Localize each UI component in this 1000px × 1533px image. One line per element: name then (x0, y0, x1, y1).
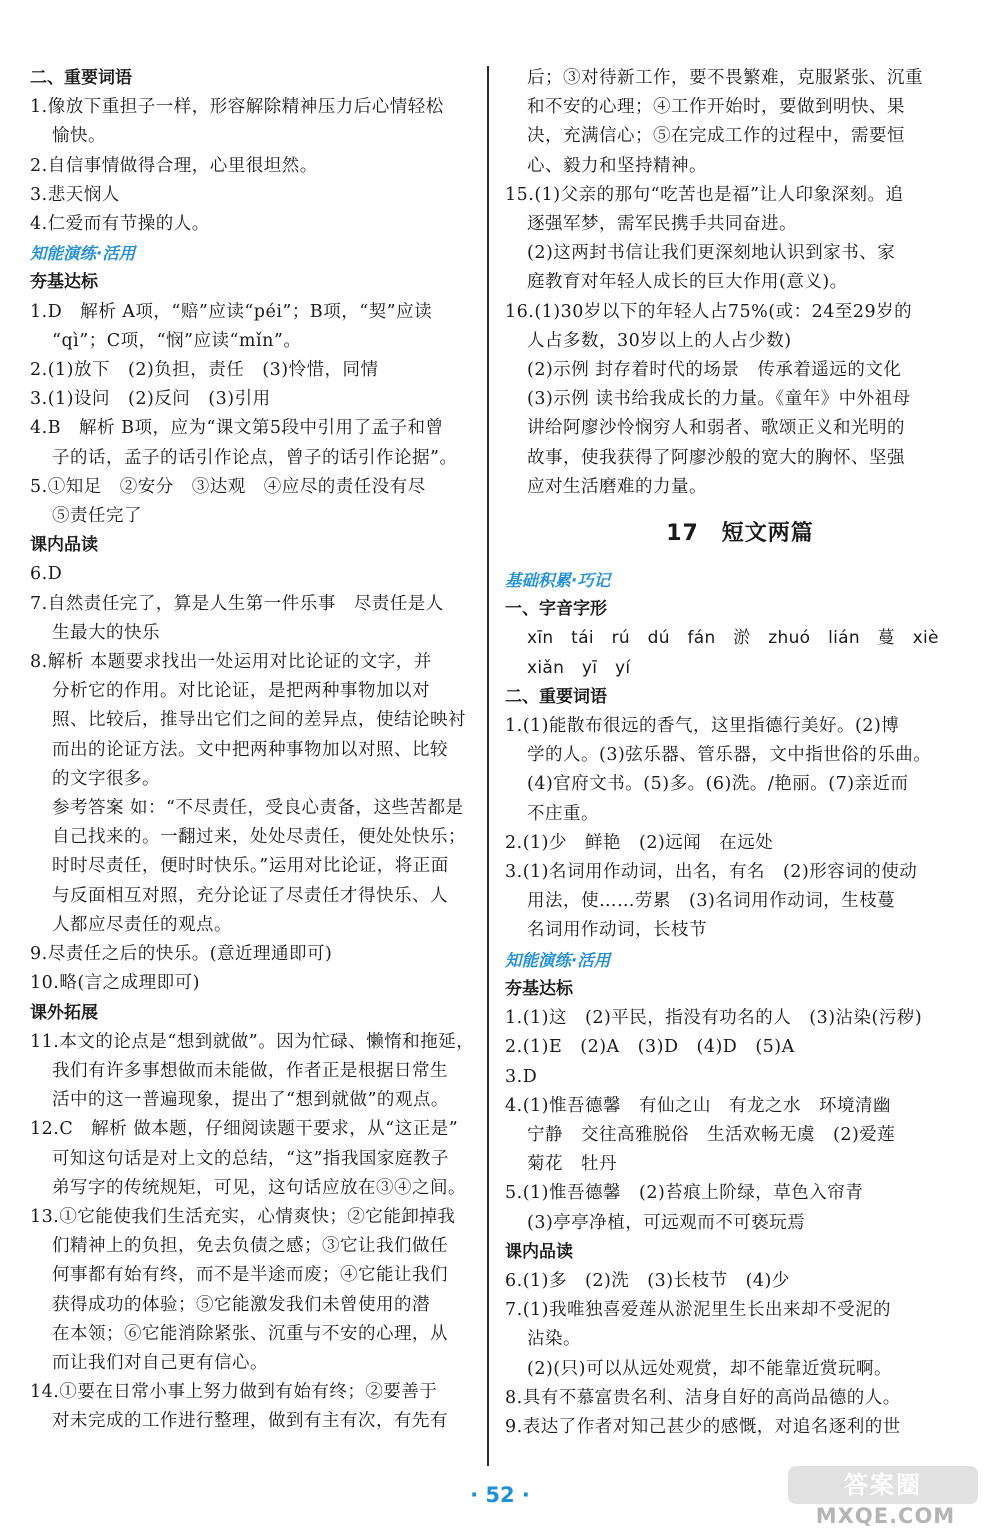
watermark-logo: 答案圈 (788, 1466, 978, 1504)
text-line: 后；③对待新工作，要不畏繁难，克服紧张、沉重 (527, 68, 923, 88)
text-line: 2.(1)E (2)A (3)D (4)D (5)A (505, 1037, 795, 1058)
text-line: 和不安的心理；④工作开始时，要做到明快、果 (527, 97, 905, 118)
text-line: 2.(1)放下 (2)负担，责任 (3)怜惜，同情 (30, 360, 379, 381)
text-line: 10.略(言之成理即可) (30, 973, 200, 994)
section-heading: 知能演练·活用 (505, 950, 611, 970)
text-line: (2)(只)可以从远处观赏，却不能靠近赏玩啊。 (527, 1358, 892, 1379)
text-line: 照、比较后，推导出它们之间的差异点，使结论映衬 (52, 710, 466, 731)
text-line: 宁静 交往高雅脱俗 生活欢畅无虞 (2)爱莲 (527, 1124, 896, 1145)
text-line: “qì”；C项，“悯”应读“mǐn”。 (52, 330, 302, 351)
text-line: 们精神上的负担，免去负债之感；③它让我们做任 (52, 1236, 448, 1257)
text-line: 人占多数，30岁以上的人占少数) (527, 330, 792, 351)
text-line: 我们有许多事想做而未能做，作者正是根据日常生 (52, 1060, 448, 1081)
text-line: 应对生活磨难的力量。 (527, 476, 707, 497)
text-line: 3.D (505, 1066, 538, 1087)
text-line: 不庄重。 (527, 803, 599, 824)
text-line: (4)官府文书。(5)多。(6)洗。/艳丽。(7)亲近而 (527, 774, 909, 795)
text-line: 9.尽责任之后的快乐。(意近理通即可) (30, 944, 333, 965)
text-line: 何事都有始有终，而不是半途而废；④它能让我们 (52, 1265, 448, 1286)
text-line: 沾染。 (527, 1329, 581, 1350)
section-title: 17 短文两篇 (666, 521, 814, 547)
text-line: 自己找来的。一翻过来，处处尽责任，便处处快乐； (52, 827, 466, 848)
text-line: 4.B 解析 B项，应为“课文第5段中引用了孟子和曾 (30, 418, 444, 439)
section-heading: 知能演练·活用 (30, 244, 136, 264)
text-line: 庭教育对年轻人成长的巨大作用(意义)。 (527, 272, 848, 293)
text-line: 1.(1)这 (2)平民，指没有功名的人 (3)沾染(污秽) (505, 1008, 923, 1029)
text-line: 弟写字的传统规矩，可见，这句话应放在③④之间。 (52, 1177, 466, 1198)
text-line: 讲给阿廖沙怜悯穷人和弱者、歌颂正义和光明的 (527, 418, 905, 439)
section-heading: 课内品读 (30, 535, 98, 556)
text-line: 1.(1)能散布很远的香气，这里指德行美好。(2)博 (505, 716, 900, 737)
text-line: 1.像放下重担子一样，形容解除精神压力后心情轻松 (30, 97, 444, 118)
text-line: 8.具有不慕富贵名利、洁身自好的高尚品德的人。 (505, 1387, 901, 1408)
text-line: (3)亭亭净植，可远观而不可亵玩焉 (527, 1212, 806, 1233)
text-line: 故事，使我获得了阿廖沙般的宽大的胸怀、坚强 (527, 447, 905, 468)
text-line: 在本领；⑥它能消除紧张、沉重与不安的心理，从 (52, 1323, 448, 1344)
section-heading: 课内品读 (505, 1241, 573, 1262)
text-line: 而出的论证方法。文中把两种事物加以对照、比较 (52, 739, 448, 760)
text-line: xīn tái rú dú fán 淤 zhuó lián 蔓 xiè (527, 628, 939, 649)
text-line: 逐强军梦，需军民携手共同奋进。 (527, 214, 797, 235)
text-line: 子的话，孟子的话引作论点，曾子的话引作论据”。 (52, 447, 458, 468)
right-column-top (505, 64, 975, 502)
text-line: 9.表达了作者对知己甚少的感慨，对追名逐利的世 (505, 1416, 901, 1437)
watermark (783, 1466, 988, 1530)
text-line: 3.(1)名词用作动词，出名，有名 (2)形容词的使动 (505, 862, 918, 883)
text-line: 时时尽责任，便时时快乐。”运用对比论证，将正面 (52, 856, 449, 877)
text-line: 3.(1)设问 (2)反问 (3)引用 (30, 389, 271, 410)
text-line: 用法，使……劳累 (3)名词用作动词，生枝蔓 (527, 891, 896, 912)
text-line: 而让我们对自己更有信心。 (52, 1352, 268, 1373)
text-line: 11.本文的论点是“想到就做”。因为忙碌、懒惰和拖延， (30, 1031, 475, 1052)
text-line: 13.①它能使我们生活充实，心情爽快；②它能卸掉我 (30, 1206, 456, 1227)
text-line: 生最大的快乐 (52, 622, 160, 643)
text-line: 学的人。(3)弦乐器、管乐器，文中指世俗的乐曲。 (527, 745, 932, 766)
section-heading: 课外拓展 (30, 1002, 98, 1023)
text-line: 3.悲天悯人 (30, 184, 120, 205)
text-line: 5.①知足 ②安分 ③达观 ④应尽的责任没有尽 (30, 476, 426, 497)
text-line: 2.自信事情做得合理，心里很坦然。 (30, 155, 318, 176)
text-line: 1.D 解析 A项，“赔”应读“péi”；B项，“契”应读 (30, 301, 433, 322)
text-line: 4.仁爱而有节操的人。 (30, 214, 210, 235)
text-line: 人都应尽责任的观点。 (52, 914, 232, 935)
text-line: 获得成功的体验；⑤它能激发我们未曾使用的潜 (52, 1294, 430, 1315)
text-line: (2)示例 封存着时代的场景 传承着遥远的文化 (527, 360, 902, 381)
text-line: (2)这两封书信让我们更深刻地认识到家书、家 (527, 243, 896, 264)
text-line: 15.(1)父亲的那句“吃苦也是福”让人印象深刻。追 (505, 184, 904, 205)
text-line: 的文字很多。 (52, 768, 160, 789)
right-column (505, 64, 975, 1442)
text-line: 7.自然责任完了，算是人生第一件乐事 尽责任是人 (30, 593, 444, 614)
section-heading: 二、重要词语 (30, 68, 132, 88)
text-line: (3)示例 读书给我成长的力量。《童年》中外祖母 (527, 389, 911, 410)
text-line: 决，充满信心；⑤在完成工作的过程中，需要恒 (527, 126, 905, 147)
text-line: 与反面相互对照，充分论证了尽责任才得快乐、人 (52, 885, 448, 906)
text-line: 6.(1)多 (2)洗 (3)长枝节 (4)少 (505, 1270, 790, 1291)
section-heading: 一、字音字形 (505, 599, 607, 620)
text-line: 愉快。 (52, 126, 106, 147)
text-line: 菊花 牡丹 (527, 1154, 617, 1175)
text-line: xiǎn yī yí (527, 657, 631, 678)
text-line: 对未完成的工作进行整理，做到有主有次，有先有 (52, 1411, 448, 1432)
text-line: 名词用作动词，长枝节 (527, 920, 707, 941)
section-heading: 二、重要词语 (505, 686, 607, 707)
text-line: ⑤责任完了 (52, 506, 142, 527)
left-column (30, 64, 500, 1437)
text-line: 心、毅力和坚持精神。 (527, 155, 707, 176)
text-line: 分析它的作用。对比论证，是把两种事物加以对 (52, 681, 430, 702)
section-heading: 夯基达标 (30, 272, 98, 293)
column-divider (487, 66, 489, 1466)
text-line: 活中的这一普遍现象，提出了“想到就做”的观点。 (52, 1090, 449, 1111)
text-line: 2.(1)少 鲜艳 (2)远闻 在远处 (505, 832, 774, 853)
page-number: · 52 · (470, 1483, 530, 1507)
text-line: 可知这句话是对上文的总结，“这”指我国家庭教子 (52, 1148, 449, 1169)
text-line: 8.解析 本题要求找出一处运用对比论证的文字，并 (30, 652, 432, 673)
text-line: 7.(1)我唯独喜爱莲从淤泥里生长出来却不受泥的 (505, 1300, 891, 1321)
text-line: 4.(1)惟吾德馨 有仙之山 有龙之水 环境清幽 (505, 1095, 891, 1116)
text-line: 12.C 解析 做本题，仔细阅读题干要求，从“这正是” (30, 1119, 459, 1140)
section-heading: 夯基达标 (505, 978, 573, 999)
text-line: 参考答案 如：“不尽责任，受良心责备，这些苦都是 (52, 798, 464, 819)
text-line: 5.(1)惟吾德馨 (2)苔痕上阶绿，草色入帘青 (505, 1183, 864, 1204)
text-line: 14.①要在日常小事上努力做到有始有终；②要善于 (30, 1382, 438, 1403)
text-line: 6.D (30, 564, 63, 585)
section-heading: 基础积累·巧记 (505, 571, 611, 591)
text-line: 16.(1)30岁以下的年轻人占75%(或：24至29岁的 (505, 301, 913, 322)
right-column-bottom (505, 566, 975, 1442)
watermark-url: MXQE.COM (815, 1504, 956, 1528)
